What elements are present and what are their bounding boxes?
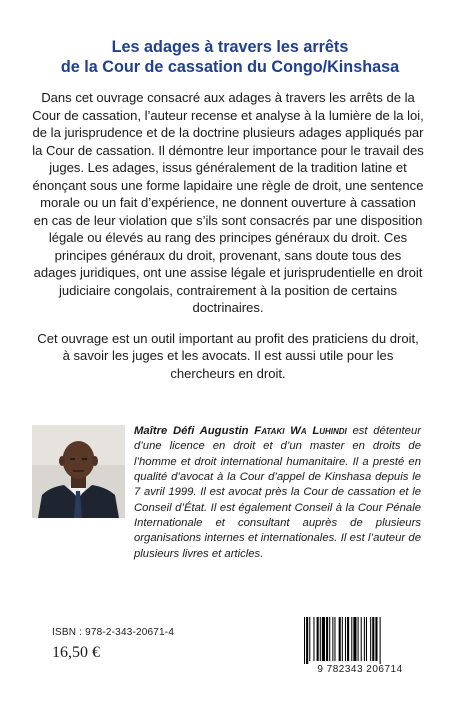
barcode-bar (358, 617, 359, 661)
barcode-bar (317, 617, 319, 661)
barcode-bar (372, 617, 374, 661)
barcode-bar (342, 617, 343, 661)
author-photo (32, 425, 125, 518)
barcode-bar (313, 617, 314, 661)
barcode-bar (306, 617, 308, 665)
barcode-bar (332, 617, 333, 661)
barcode-bar (329, 617, 330, 661)
book-title (30, 37, 430, 77)
author-bio (134, 424, 421, 562)
barcode-bar (339, 617, 341, 661)
barcode-bar (309, 617, 310, 661)
barcode-bar (380, 617, 381, 665)
barcode-bar (320, 617, 321, 661)
author-bio-text: est détenteur d’une licence en droit et d’un master en droits de l’homme et droit international humanitaire. Il a presté en qualité d’avocat à la Cour d’appel de Kinshasa depuis le 7 avril 1999. Il est avocat près la Cour de cassation et le Conseil d’État. Il est également Conseil à la Cour Pénale Internationale et consultant auprès de plusieurs organisations internes et internationales. Il est l’auteur de plusieurs livres et articles. (134, 425, 422, 560)
isbn: ISBN : 978-2-343-20671-4 (52, 627, 175, 638)
barcode-bar (375, 617, 377, 661)
barcode-bar (347, 617, 349, 661)
barcode-bar (345, 617, 346, 661)
barcode-bar (361, 617, 362, 661)
barcode-bar (304, 617, 305, 665)
barcode-bar (322, 617, 325, 661)
price: 16,50 € (52, 644, 100, 661)
blurb (32, 89, 424, 395)
barcode-bar (370, 617, 371, 661)
barcode-bar (351, 617, 352, 661)
barcode-digits: 9 782343 206714 (296, 664, 424, 675)
barcode-bar (326, 617, 328, 661)
barcode-bar (364, 617, 365, 661)
barcode-bar (334, 617, 335, 661)
author-name: Maître Défi Augustin (134, 425, 249, 437)
barcode-bar (353, 617, 356, 661)
blurb-paragraph-1: Dans cet ouvrage consacré aux adages à travers les arrêts de la Cour de cassation, l’auteur recense et analyse à la lumière de la loi, de la jurisprudence et de la doctrine plusieurs adages appliqués par la Cour de cassation. Il démontre leur importance pour le travail des juges. Les adages, issus généralement de la tradition latine et énonçant sous une forme lapidaire une règle de droit, une sentence morale ou un fait d’expérience, ne donnent ouverture à cassation en cas de leur violation que s’ils sont consacrés par une disposition légale ou élevés au rang des principes généraux du droit. Ces principes généraux du droit, provenant, sans doute tous des adages juridiques, ont une assise légale et jurisprudentielle en droit judiciaire congolais, contrairement à la position de certains doctrinaires. (32, 90, 424, 315)
title-line-2: de la Cour de cassation du Congo/Kinshasa (60, 58, 400, 76)
title-line-1: Les adages à travers les arrêts (111, 38, 349, 56)
barcode-bar (366, 617, 367, 661)
author-surname: Fataki Wa Luhindi (254, 425, 347, 437)
blurb-paragraph-2: Cet ouvrage est un outil important au profit des praticiens du droit, à savoir les juges et les avocats. Il est aussi utile pour les chercheurs en droit. (37, 330, 419, 381)
